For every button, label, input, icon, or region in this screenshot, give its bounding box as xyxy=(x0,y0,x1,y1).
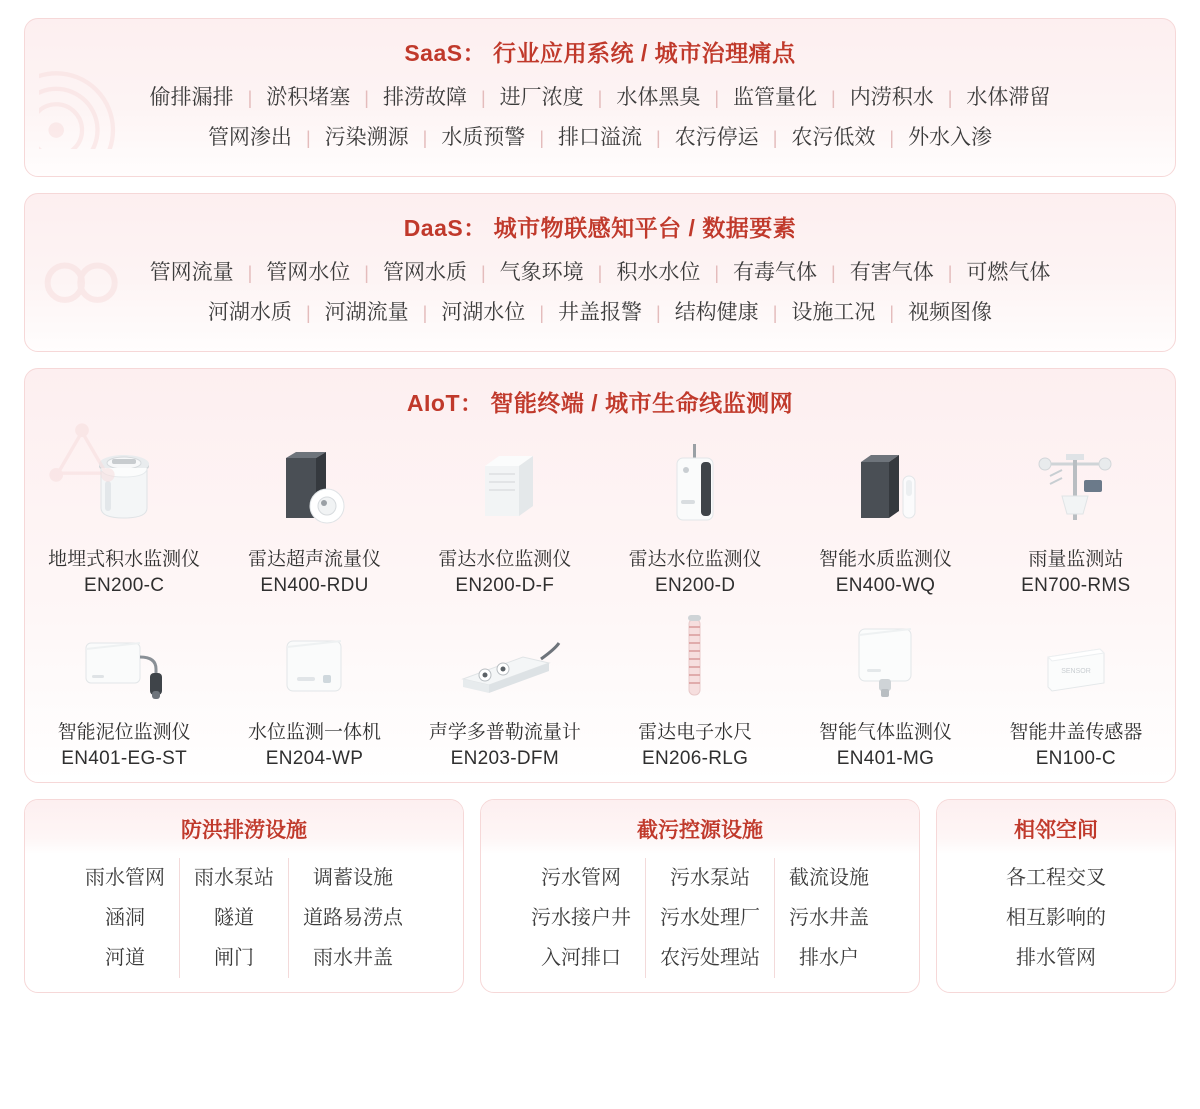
list-item[interactable]: 隧道 xyxy=(214,906,254,929)
tag[interactable]: 可燃气体 xyxy=(966,260,1051,284)
tag[interactable]: 气象环境 xyxy=(499,260,584,284)
tag[interactable]: 河湖流量 xyxy=(324,300,409,324)
device-model: EN401-MG xyxy=(836,747,935,769)
list-item[interactable]: 入河排口 xyxy=(541,946,621,969)
device-name: 水位监测一体机 xyxy=(247,721,381,743)
aiot-device-grid xyxy=(25,426,1175,782)
list-item[interactable]: 闸门 xyxy=(214,946,254,969)
tag[interactable]: 有毒气体 xyxy=(733,260,818,284)
radar-electronic-ruler-icon xyxy=(604,611,786,703)
device-card[interactable] xyxy=(983,605,1169,772)
tag-separator: | xyxy=(364,262,369,283)
smart-gas-monitor-icon xyxy=(794,611,976,703)
daas-tag-row-2 xyxy=(51,293,1149,333)
device-model: EN200-D-F xyxy=(455,574,555,596)
tag[interactable]: 结构健康 xyxy=(674,300,759,324)
tag-separator: | xyxy=(889,302,895,323)
list-item[interactable]: 调蓄设施 xyxy=(313,866,393,889)
tag[interactable]: 设施工况 xyxy=(791,300,876,324)
radar-ultrasonic-flowmeter-icon xyxy=(223,438,405,530)
tag-separator: | xyxy=(539,302,544,323)
device-model: EN200-D xyxy=(655,574,736,596)
tag[interactable]: 水体黑臭 xyxy=(616,86,701,109)
device-name: 地埋式积水监测仪 xyxy=(48,548,201,570)
acoustic-doppler-flowmeter-icon xyxy=(414,611,596,703)
list-item[interactable]: 截流设施 xyxy=(789,866,869,889)
device-name: 雷达超声流量仪 xyxy=(247,548,381,570)
rain-gauge-station-icon xyxy=(985,438,1167,530)
round-buried-sensor-icon xyxy=(33,438,215,530)
panel-title: 防洪排涝设施 xyxy=(25,800,463,854)
tag[interactable]: 管网渗出 xyxy=(207,125,292,149)
tag[interactable]: 排口溢流 xyxy=(558,125,642,149)
aiot-title: AIoT： 智能终端 / 城市生命线监测网 xyxy=(406,389,794,416)
list-item[interactable]: 污水管网 xyxy=(541,866,621,889)
tag[interactable]: 积水水位 xyxy=(616,260,701,284)
device-name: 雷达水位监测仪 xyxy=(628,548,762,570)
daas-title: DaaS： 城市物联感知平台 / 数据要素 xyxy=(403,214,797,241)
tag[interactable]: 视频图像 xyxy=(908,300,993,324)
panel-body xyxy=(25,854,463,992)
tag[interactable]: 外水入渗 xyxy=(908,125,993,149)
tag[interactable]: 有害气体 xyxy=(849,260,934,284)
panel-column xyxy=(645,858,774,978)
device-card[interactable] xyxy=(602,605,788,772)
device-model: EN100-C xyxy=(1035,747,1116,769)
tag-separator: | xyxy=(364,87,369,108)
device-card[interactable] xyxy=(602,432,788,599)
daas-card xyxy=(24,193,1176,352)
list-item[interactable]: 道路易涝点 xyxy=(303,906,403,929)
tag[interactable]: 排涝故障 xyxy=(382,86,467,109)
integrated-level-monitor-icon xyxy=(223,611,405,703)
tag-separator: | xyxy=(305,302,311,323)
tag[interactable]: 河湖水位 xyxy=(441,300,526,324)
tag-separator: | xyxy=(480,262,486,283)
list-item[interactable]: 雨水管网 xyxy=(85,866,165,889)
device-card[interactable] xyxy=(412,432,598,599)
list-item[interactable]: 涵洞 xyxy=(105,906,145,929)
tag-separator: | xyxy=(480,87,486,108)
list-item[interactable]: 排水户 xyxy=(799,946,859,969)
device-card[interactable] xyxy=(792,432,978,599)
radar-level-meter-df-icon xyxy=(414,438,596,530)
device-card[interactable] xyxy=(31,605,217,772)
daas-body xyxy=(25,251,1175,351)
tag-separator: | xyxy=(597,262,603,283)
device-name: 声学多普勒流量计 xyxy=(428,721,581,743)
tag[interactable]: 管网流量 xyxy=(149,260,234,284)
tag[interactable]: 偷排漏排 xyxy=(149,86,234,109)
tag[interactable]: 河湖水质 xyxy=(207,300,292,324)
smart-water-quality-icon xyxy=(794,438,976,530)
pollution-control-panel xyxy=(480,799,920,993)
smart-manhole-sensor-icon xyxy=(985,611,1167,703)
saas-title: SaaS： 行业应用系统 / 城市治理痛点 xyxy=(404,40,796,66)
list-item[interactable]: 污水泵站 xyxy=(670,866,750,889)
list-item: 各工程交叉 xyxy=(1006,866,1106,889)
panel-column xyxy=(288,858,417,978)
device-name: 智能井盖传感器 xyxy=(1009,721,1143,743)
radar-level-meter-d-icon xyxy=(604,438,786,530)
tag-separator: | xyxy=(889,127,895,148)
device-name: 智能水质监测仪 xyxy=(818,548,952,570)
list-item[interactable]: 雨水井盖 xyxy=(313,946,393,969)
adjacent-space-panel xyxy=(936,799,1176,993)
device-name: 智能泥位监测仪 xyxy=(57,721,191,743)
saas-body xyxy=(25,76,1175,176)
device-model: EN206-RLG xyxy=(642,747,749,769)
panel-column xyxy=(517,858,645,978)
tag[interactable]: 管网水质 xyxy=(382,260,467,284)
list-item[interactable]: 污水井盖 xyxy=(789,906,869,929)
device-card[interactable] xyxy=(31,432,217,599)
tag-separator: | xyxy=(831,87,836,108)
facility-panels xyxy=(24,799,1176,993)
saas-card xyxy=(24,18,1176,177)
tag[interactable]: 内涝积水 xyxy=(849,86,934,109)
tag[interactable]: 农污低效 xyxy=(791,125,876,149)
device-model: EN200-C xyxy=(84,574,165,596)
device-card[interactable] xyxy=(792,605,978,772)
device-name: 智能气体监测仪 xyxy=(818,721,952,743)
tag-separator: | xyxy=(831,262,836,283)
tag[interactable]: 管网水位 xyxy=(266,260,351,284)
panel-title: 截污控源设施 xyxy=(481,800,919,854)
aiot-card xyxy=(24,368,1176,783)
tag-separator: | xyxy=(772,127,778,148)
list-item[interactable]: 雨水泵站 xyxy=(194,866,274,889)
device-card[interactable] xyxy=(221,605,407,772)
device-model: EN400-WQ xyxy=(835,574,936,596)
tag-separator: | xyxy=(247,262,253,283)
device-name: 雷达电子水尺 xyxy=(638,721,753,743)
device-card[interactable] xyxy=(412,605,598,772)
tag[interactable]: 进厂浓度 xyxy=(499,86,584,109)
tag-separator: | xyxy=(597,87,603,108)
tag[interactable]: 监管量化 xyxy=(733,86,818,109)
device-model: EN401-EG-ST xyxy=(61,747,188,769)
tag[interactable]: 井盖报警 xyxy=(558,300,642,324)
device-model: EN204-WP xyxy=(265,747,364,769)
tag-separator: | xyxy=(539,127,544,148)
tag-separator: | xyxy=(772,302,778,323)
list-item[interactable]: 污水处理厂 xyxy=(660,906,760,929)
tag[interactable]: 淤积堵塞 xyxy=(266,86,351,109)
list-item[interactable]: 农污处理站 xyxy=(660,946,760,969)
tag[interactable]: 农污停运 xyxy=(674,125,759,149)
saas-tag-row-1 xyxy=(51,78,1149,118)
device-model: EN700-RMS xyxy=(1021,574,1131,596)
tag[interactable]: 水体滞留 xyxy=(966,86,1051,109)
tag-separator: | xyxy=(305,127,311,148)
device-name: 雷达水位监测仪 xyxy=(438,548,572,570)
tag[interactable]: 水质预警 xyxy=(441,125,526,149)
tag-separator: | xyxy=(947,262,953,283)
list-item[interactable]: 河道 xyxy=(105,946,145,969)
tag-separator: | xyxy=(656,127,661,148)
list-item: 排水管网 xyxy=(1016,946,1096,969)
tag-separator: | xyxy=(714,87,720,108)
tag-separator: | xyxy=(422,302,428,323)
panel-body xyxy=(481,854,919,992)
daas-tag-row-1 xyxy=(51,253,1149,293)
flood-control-panel xyxy=(24,799,464,993)
panel-column xyxy=(774,858,883,978)
list-item: 相互影响的 xyxy=(1006,906,1106,929)
tag-separator: | xyxy=(947,87,953,108)
device-card[interactable] xyxy=(983,432,1169,599)
panel-column xyxy=(71,858,179,978)
tag-separator: | xyxy=(714,262,720,283)
device-name: 雨量监测站 xyxy=(1028,548,1124,570)
device-model: EN400-RDU xyxy=(260,574,369,596)
tag[interactable]: 污染溯源 xyxy=(324,125,409,149)
panel-column xyxy=(179,858,288,978)
tag-separator: | xyxy=(247,87,253,108)
tag-separator: | xyxy=(656,302,661,323)
saas-tag-row-2 xyxy=(51,118,1149,158)
device-card[interactable] xyxy=(221,432,407,599)
device-model: EN203-DFM xyxy=(450,747,559,769)
svg-text:SENSOR: SENSOR xyxy=(1061,667,1091,675)
panel-title: 相邻空间 xyxy=(937,800,1175,854)
smart-mud-level-icon xyxy=(33,611,215,703)
list-item[interactable]: 污水接户井 xyxy=(531,906,631,929)
tag-separator: | xyxy=(422,127,428,148)
panel-body xyxy=(937,854,1175,992)
